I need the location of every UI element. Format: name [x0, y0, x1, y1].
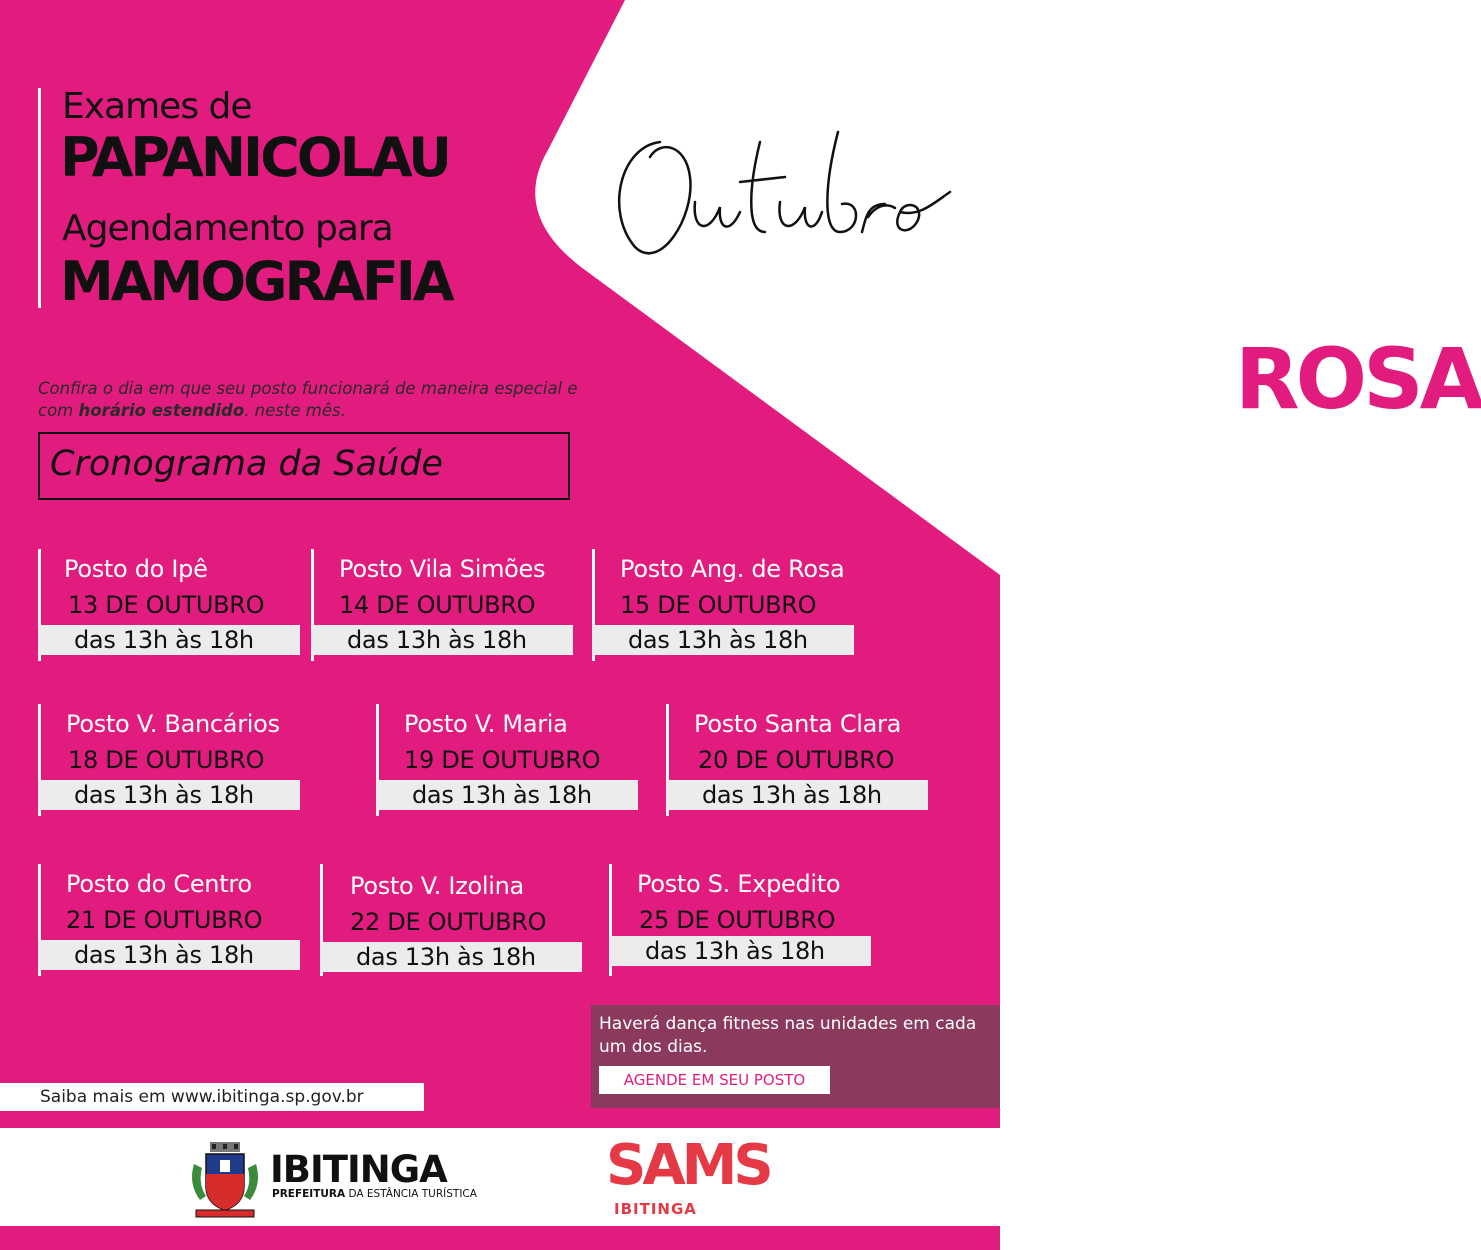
- post-name: Posto do Ipê: [64, 555, 208, 583]
- footer: [0, 1128, 1000, 1226]
- schedule-title: Cronograma da Saúde: [50, 444, 443, 484]
- post-date: 15 DE OUTUBRO: [620, 591, 817, 619]
- intro-text: Confira o dia em que seu posto funcionará de maneira especial e com horário estendido. neste mês.: [38, 379, 578, 420]
- post-card-s-expedito: [609, 864, 889, 976]
- post-name: Posto V. Izolina: [350, 872, 524, 900]
- post-name: Posto V. Bancários: [66, 710, 280, 738]
- post-hours: das 13h às 18h: [74, 626, 254, 654]
- city-subtitle: PREFEITURA DA ESTÂNCIA TURÍSTICA: [272, 1188, 477, 1200]
- post-date: 14 DE OUTUBRO: [339, 591, 536, 619]
- dance-fitness-box: [591, 1005, 1000, 1108]
- post-hours: das 13h às 18h: [347, 626, 527, 654]
- post-name: Posto Ang. de Rosa: [620, 555, 845, 583]
- post-hours: das 13h às 18h: [628, 626, 808, 654]
- rosa-word: ROSA: [1235, 330, 1481, 428]
- outubro-rosa-logo: [600, 122, 1481, 428]
- post-card-santa-clara: [666, 704, 946, 816]
- title-agendamento-para: Agendamento para: [62, 208, 393, 249]
- post-date: 19 DE OUTUBRO: [404, 746, 601, 774]
- post-card-ipe: [38, 549, 318, 661]
- post-date: 22 DE OUTUBRO: [350, 908, 547, 936]
- post-date: 21 DE OUTUBRO: [66, 906, 263, 934]
- post-card-vila-simoes: [311, 549, 591, 661]
- post-card-ang-de-rosa: [592, 549, 872, 661]
- sams-word: SAMS: [606, 1133, 770, 1198]
- post-date: 20 DE OUTUBRO: [698, 746, 895, 774]
- post-name: Posto Santa Clara: [694, 710, 902, 738]
- outubro-script: [600, 122, 960, 312]
- post-hours: das 13h às 18h: [74, 941, 254, 969]
- post-card-v-izolina: [320, 864, 600, 976]
- post-name: Posto do Centro: [66, 870, 252, 898]
- post-name: Posto S. Expedito: [637, 870, 841, 898]
- dance-fitness-text: Haverá dança fitness nas unidades em cada um dos dias.: [599, 1014, 977, 1057]
- post-name: Posto Vila Simões: [339, 555, 546, 583]
- city-name: IBITINGA: [270, 1148, 447, 1191]
- title-exames-de: Exames de: [62, 86, 252, 127]
- post-name: Posto V. Maria: [404, 710, 568, 738]
- more-info-link[interactable]: Saiba mais em www.ibitinga.sp.gov.br: [40, 1087, 364, 1107]
- post-hours: das 13h às 18h: [356, 943, 536, 971]
- post-card-centro: [38, 864, 318, 976]
- title-papanicolau: PAPANICOLAU: [60, 126, 450, 189]
- post-card-v-bancarios: [38, 704, 318, 816]
- sams-subtitle: IBITINGA: [614, 1200, 697, 1218]
- bottom-strip: [0, 1226, 1000, 1250]
- agende-button[interactable]: AGENDE EM SEU POSTO: [599, 1066, 830, 1094]
- sams-logo: [606, 1133, 770, 1220]
- post-card-v-maria: [376, 704, 656, 816]
- more-info-box: [0, 1083, 424, 1111]
- coat-of-arms-icon: [186, 1140, 264, 1220]
- post-hours: das 13h às 18h: [645, 937, 825, 965]
- post-hours: das 13h às 18h: [412, 781, 592, 809]
- post-date: 18 DE OUTUBRO: [68, 746, 265, 774]
- post-date: 13 DE OUTUBRO: [68, 591, 265, 619]
- post-hours: das 13h às 18h: [702, 781, 882, 809]
- post-date: 25 DE OUTUBRO: [639, 906, 836, 934]
- schedule-title-box: [38, 432, 570, 500]
- post-hours: das 13h às 18h: [74, 781, 254, 809]
- title-accent-bar: [38, 88, 41, 308]
- title-mamografia: MAMOGRAFIA: [60, 250, 452, 313]
